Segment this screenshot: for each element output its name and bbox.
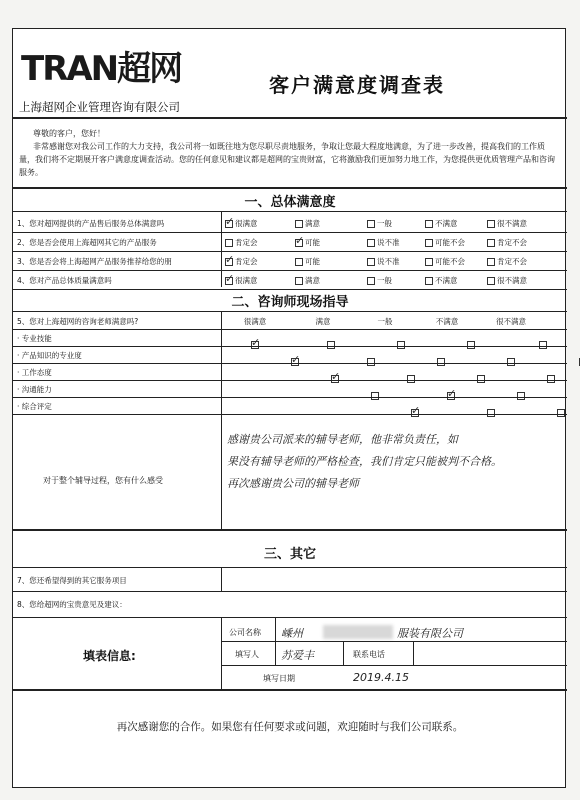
option-label: 说不准 <box>377 257 400 266</box>
checkbox[interactable] <box>367 258 375 266</box>
divider <box>221 617 222 689</box>
checkbox[interactable] <box>327 341 335 349</box>
checkbox[interactable] <box>547 375 555 383</box>
checkbox[interactable] <box>447 392 455 400</box>
checkbox[interactable] <box>225 258 233 266</box>
checkbox[interactable] <box>367 358 375 366</box>
checkbox[interactable] <box>397 341 405 349</box>
checkbox[interactable] <box>407 375 415 383</box>
checkbox[interactable] <box>367 239 375 247</box>
checkbox[interactable] <box>487 239 495 247</box>
divider <box>221 641 567 642</box>
option[interactable] <box>367 256 400 267</box>
phone-label: 联系电话 <box>353 650 385 659</box>
criterion-label: · 沟通能力 <box>17 385 52 394</box>
option-label: 很不满意 <box>497 219 527 228</box>
checkbox[interactable] <box>517 392 525 400</box>
divider <box>13 251 567 252</box>
option-label: 肯定会 <box>235 257 258 266</box>
divider <box>221 665 567 666</box>
footer-text: 再次感谢您的合作。如果您有任何要求或问题，欢迎随时与我们公司联系。 <box>116 721 464 733</box>
option[interactable] <box>487 256 527 267</box>
question-text: 1、您对超网提供的产品售后服务总体满意吗 <box>17 219 165 228</box>
checkbox[interactable] <box>295 258 303 266</box>
option[interactable] <box>367 218 392 229</box>
option[interactable] <box>487 237 527 248</box>
date-label: 填写日期 <box>263 674 295 683</box>
criterion-label: · 工作态度 <box>17 368 52 377</box>
checkbox[interactable] <box>225 220 233 228</box>
column-header: 一般 <box>377 317 393 326</box>
option[interactable] <box>425 256 465 267</box>
divider <box>13 187 567 189</box>
section3-title: 三、其它 <box>263 547 316 562</box>
company-logo: TRAN超网 <box>21 49 182 89</box>
checkbox[interactable] <box>539 341 547 349</box>
checkbox[interactable] <box>507 358 515 366</box>
checkbox[interactable] <box>331 375 339 383</box>
intro-text <box>19 127 559 179</box>
checkbox[interactable] <box>487 277 495 285</box>
q5-text: 5、您对上海超网的咨询老师满意吗? <box>17 317 139 326</box>
option[interactable] <box>425 218 458 229</box>
option[interactable] <box>295 275 320 286</box>
option[interactable] <box>425 275 458 286</box>
form-title: 客户满意度调查表 <box>269 73 445 97</box>
divider <box>221 414 222 529</box>
company-name-label: 公司名称 <box>229 628 261 637</box>
q7-text: 7、您还希望得到的其它服务项目 <box>17 576 127 585</box>
divider <box>13 346 567 347</box>
option-label: 满意 <box>305 276 320 285</box>
divider <box>13 529 567 531</box>
date-value: 2019.4.15 <box>353 671 409 684</box>
divider <box>13 414 567 415</box>
fill-info-label: 填表信息: <box>83 649 136 663</box>
divider <box>343 641 344 665</box>
option-label: 肯定不会 <box>497 257 527 266</box>
filler-value: 苏爱丰 <box>281 649 314 662</box>
question-text: 2、您是否会使用上海超网其它的产品服务 <box>17 238 157 247</box>
section1-title: 一、总体满意度 <box>244 195 336 210</box>
feeling-answer <box>227 429 563 495</box>
option-label: 肯定会 <box>235 238 258 247</box>
checkbox[interactable] <box>295 239 303 247</box>
divider <box>13 397 567 398</box>
option-label: 肯定不会 <box>497 238 527 247</box>
divider <box>13 270 567 271</box>
checkbox[interactable] <box>291 358 299 366</box>
divider <box>13 567 567 568</box>
column-header: 不满意 <box>435 317 459 326</box>
option[interactable] <box>225 218 258 229</box>
checkbox[interactable] <box>367 277 375 285</box>
survey-form <box>12 28 566 788</box>
option[interactable] <box>295 237 320 248</box>
divider <box>13 329 567 330</box>
option[interactable] <box>225 256 258 267</box>
option-label: 很满意 <box>235 219 258 228</box>
divider <box>13 617 567 618</box>
option[interactable] <box>295 256 320 267</box>
checkbox[interactable] <box>425 258 433 266</box>
checkbox[interactable] <box>425 277 433 285</box>
checkbox[interactable] <box>367 220 375 228</box>
divider <box>13 117 567 119</box>
divider <box>13 311 567 312</box>
q8-text: 8、您给超网的宝贵意见及建议： <box>17 600 127 609</box>
checkbox[interactable] <box>467 341 475 349</box>
criterion-label: · 专业技能 <box>17 334 52 343</box>
option[interactable] <box>425 237 465 248</box>
feeling-label: 对于整个辅导过程，您有什么感受 <box>43 476 163 485</box>
option-label: 不满意 <box>435 219 458 228</box>
filler-label: 填写人 <box>235 650 259 659</box>
option-label: 一般 <box>377 276 392 285</box>
company-name: 上海超网企业管理咨询有限公司 <box>19 100 180 114</box>
option[interactable] <box>487 218 527 229</box>
checkbox[interactable] <box>295 220 303 228</box>
divider <box>13 363 567 364</box>
checkbox[interactable] <box>295 277 303 285</box>
option-label: 可能 <box>305 238 320 247</box>
option-label: 很不满意 <box>497 276 527 285</box>
option[interactable] <box>367 237 400 248</box>
checkbox[interactable] <box>487 220 495 228</box>
checkbox[interactable] <box>225 277 233 285</box>
divider <box>221 211 222 287</box>
divider <box>221 567 222 591</box>
divider <box>13 689 567 691</box>
company-name-prefix: 嵊州 <box>281 627 303 640</box>
company-name-suffix: 服装有限公司 <box>397 627 463 640</box>
question-text: 3、您是否会将上海超网产品服务推荐给您的朋 <box>17 257 172 266</box>
checkbox[interactable] <box>487 409 495 417</box>
checkbox[interactable] <box>371 392 379 400</box>
divider <box>413 641 414 665</box>
checkbox[interactable] <box>225 239 233 247</box>
column-header: 满意 <box>315 317 331 326</box>
option[interactable] <box>225 275 258 286</box>
criterion-label: · 综合评定 <box>17 402 52 411</box>
divider <box>13 591 567 592</box>
option-label: 说不准 <box>377 238 400 247</box>
divider <box>221 311 222 414</box>
question-text: 4、您对产品总体质量满意吗 <box>17 276 112 285</box>
option-label: 不满意 <box>435 276 458 285</box>
checkbox[interactable] <box>437 358 445 366</box>
option-label: 很满意 <box>235 276 258 285</box>
checkbox[interactable] <box>557 409 565 417</box>
divider <box>13 380 567 381</box>
criterion-label: · 产品知识的专业度 <box>17 351 82 360</box>
option[interactable] <box>225 237 258 248</box>
option[interactable] <box>367 275 392 286</box>
greeting: 尊敬的客户，您好！ <box>33 129 105 138</box>
option[interactable] <box>487 275 527 286</box>
checkbox[interactable] <box>425 220 433 228</box>
option-label: 可能不会 <box>435 257 465 266</box>
divider <box>13 211 567 212</box>
column-header: 很满意 <box>243 317 267 326</box>
divider <box>13 232 567 233</box>
option-label: 一般 <box>377 219 392 228</box>
feeling-line: 再次感谢贵公司的辅导老师 <box>227 477 359 490</box>
option-label: 满意 <box>305 219 320 228</box>
option[interactable] <box>295 218 320 229</box>
feeling-line: 果没有辅导老师的严格检查，我们肯定只能被判不合格。 <box>227 455 502 468</box>
column-header: 很不满意 <box>496 317 526 326</box>
option-label: 可能 <box>305 257 320 266</box>
section2-title: 二、咨询师现场指导 <box>231 295 349 310</box>
checkbox[interactable] <box>487 258 495 266</box>
checkbox[interactable] <box>477 375 485 383</box>
checkbox[interactable] <box>411 409 419 417</box>
divider <box>13 289 567 290</box>
redaction-blur <box>323 625 393 639</box>
checkbox[interactable] <box>425 239 433 247</box>
checkbox[interactable] <box>251 341 259 349</box>
option-label: 可能不会 <box>435 238 465 247</box>
feeling-line: 感谢贵公司派来的辅导老师，他非常负责任，如 <box>227 433 458 446</box>
intro-body: 非常感谢您对我公司工作的大力支持，我公司将一如既往地为您尽职尽责地服务，争取让您最大程度地满意，为了进一步改善，提高我们的工作质量，我们将不定期展开客户满意度调查活动。您的任何意见和建议都是超网的宝贵财富，它将激励我们更加努力地工作，为您提供更优质管理产品和咨询服务。 <box>19 142 555 177</box>
